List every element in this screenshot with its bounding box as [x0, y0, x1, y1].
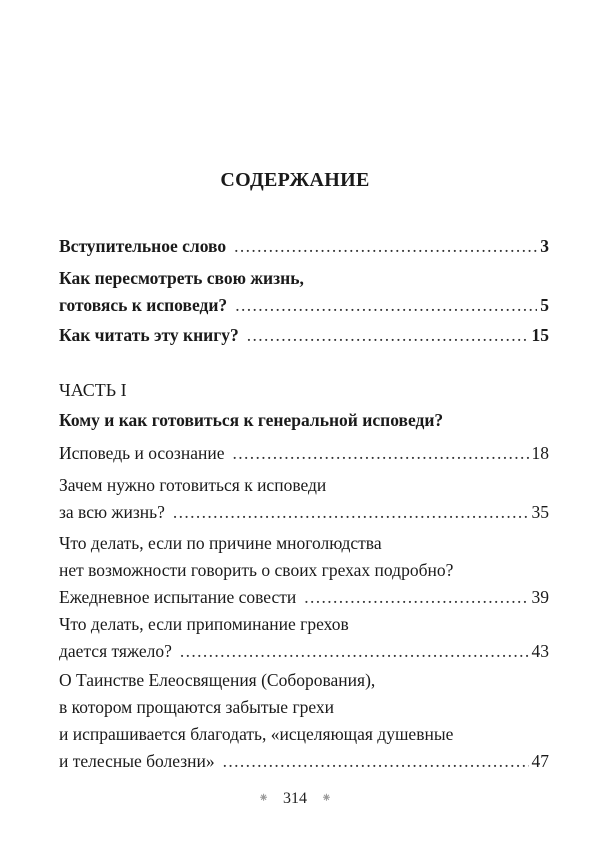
toc-entry-text: Как читать эту книгу?: [59, 325, 239, 345]
toc-entry-last-line: [59, 292, 549, 319]
toc-entry-last-line: [59, 440, 549, 467]
toc-entry-last-line: [59, 748, 549, 775]
leader-dots: [235, 292, 537, 319]
toc-page-number: 3: [540, 236, 549, 256]
toc-entry-text: Ежедневное испытание совести: [59, 587, 297, 607]
leader-dots: [234, 233, 537, 260]
leader-dots: [223, 748, 529, 775]
toc-entry-unction[interactable]: [59, 667, 549, 775]
contents-title: СОДЕРЖАНИЕ: [220, 169, 370, 191]
part-heading: Кому и как готовиться к генеральной исповеди?: [59, 410, 444, 430]
toc-entry-text: и испрашивается благодать, «исцеляющая душевные: [59, 724, 454, 744]
toc-entry-text: Зачем нужно готовиться к исповеди: [59, 475, 327, 495]
toc-entry-text: и телесные болезни»: [59, 751, 215, 771]
leader-dots: [304, 584, 528, 611]
toc-entry-why-prepare[interactable]: [59, 472, 549, 526]
toc-entry-text: в котором прощаются забытые грехи: [59, 697, 335, 717]
leader-dots: [232, 440, 528, 467]
toc-page-number: 43: [531, 641, 549, 661]
toc-entry-text: дается тяжело?: [59, 641, 172, 661]
ornament-left-icon: ⁕: [258, 790, 269, 805]
toc-entry-text: Вступительное слово: [59, 236, 227, 256]
page-footer: [0, 790, 590, 808]
toc-page-number: 18: [531, 443, 549, 463]
toc-page-number: 5: [540, 295, 549, 315]
toc-entry-last-line: [59, 499, 549, 526]
toc-page-number: 39: [531, 587, 549, 607]
toc-entry-text: готовясь к исповеди?: [59, 295, 228, 315]
ornament-right-icon: ⁕: [321, 790, 332, 805]
toc-entry-last-line: [59, 638, 549, 665]
part-label: ЧАСТЬ I: [59, 380, 127, 400]
toc-entry-text: Как пересмотреть свою жизнь,: [59, 268, 304, 288]
toc-entry-review-life[interactable]: [59, 265, 549, 319]
leader-dots: [180, 638, 529, 665]
toc-entry-text: О Таинстве Елеосвящения (Соборования),: [59, 670, 376, 690]
leader-dots: [247, 322, 529, 349]
toc-entry-last-line: [59, 322, 549, 349]
toc-entry-confession-awareness[interactable]: [59, 440, 549, 467]
toc-entry-crowded-confession[interactable]: [59, 530, 549, 611]
footer-page-number: 314: [283, 790, 307, 807]
toc-entry-text: за всю жизнь?: [59, 502, 165, 522]
toc-page-number: 47: [531, 751, 549, 771]
toc-entry-text: Что делать, если припоминание грехов: [59, 614, 349, 634]
toc-page-number: 15: [531, 325, 549, 345]
toc-entry-how-to-read[interactable]: [59, 322, 549, 349]
toc-entry-hard-recall[interactable]: [59, 611, 549, 665]
toc-page-number: 35: [531, 502, 549, 522]
toc-entry-text: Что делать, если по причине многолюдства: [59, 533, 382, 553]
toc-entry-introduction[interactable]: [59, 233, 549, 260]
leader-dots: [173, 499, 529, 526]
toc-entry-text: нет возможности говорить о своих грехах подробно?: [59, 560, 454, 580]
toc-entry-last-line: [59, 233, 549, 260]
toc-entry-last-line: [59, 584, 549, 611]
toc-entry-text: Исповедь и осознание: [59, 443, 225, 463]
